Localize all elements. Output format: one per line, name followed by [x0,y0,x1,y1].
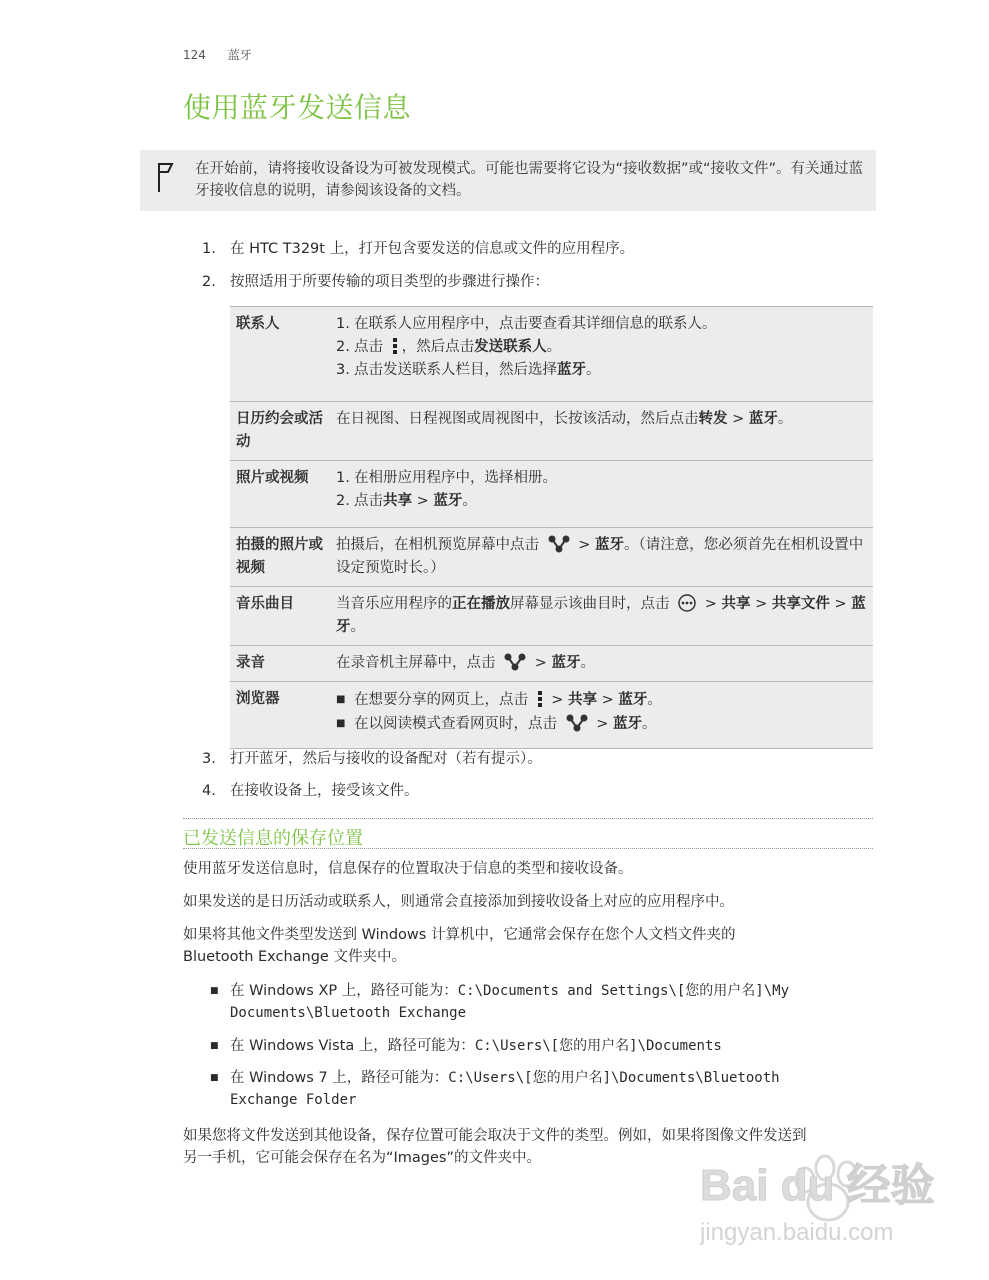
row-content: 在录音机主屏幕中，点击 > 蓝牙。 [330,646,873,682]
divider [183,818,873,819]
step-3: 3. 打开蓝牙，然后与接收的设备配对（若有提示）。 [202,751,542,767]
section-title: 已发送信息的保存位置 [183,828,363,849]
table-row [230,402,873,461]
row-label: 拍摄的照片或视频 [230,528,330,587]
table-row [230,682,873,749]
list-item: ■ 在 Windows XP 上，路径可能为：C:\Documents and Settings\[您的用户名]\My Documents\Bluetooth Exchange [210,983,790,1021]
menu-icon [537,690,543,708]
running-header [183,46,270,63]
table-row [230,646,873,682]
share-icon [566,714,588,732]
table-row [230,307,873,402]
paragraph: 如果将其他文件类型发送到 Windows 计算机中，它通常会保存在您个人文档文件夹的 Bluetooth Exchange 文件夹中。 [183,927,736,965]
header-section: 蓝牙 [227,48,252,62]
row-content: 在日视图、日程视图或周视图中，长按该活动，然后点击转发 > 蓝牙。 [330,402,873,461]
row-label: 录音 [230,646,330,682]
more-icon [678,594,696,612]
share-icon [504,653,526,671]
item-type-table [230,306,873,749]
flag-icon [154,160,178,194]
note-text: 在开始前，请将接收设备设为可被发现模式。可能也需要将它设为“接收数据”或“接收文件”。有关通过蓝牙接收信息的说明，请参阅该设备的文档。 [195,161,864,199]
row-label: 浏览器 [230,682,330,749]
row-label: 照片或视频 [230,461,330,528]
paragraph: 如果发送的是日历活动或联系人，则通常会直接添加到接收设备上对应的应用程序中。 [183,894,734,910]
row-content: ■ 在想要分享的网页上，点击 > 共享 > 蓝牙。 ■ 在以阅读模式查看网页时，点击 > 蓝牙。 [330,682,873,749]
row-content: 当音乐应用程序的正在播放屏幕显示该曲目时，点击 > 共享 > 共享文件 > 蓝牙。 [330,587,873,646]
step-4: 4. 在接收设备上，接受该文件。 [202,783,419,799]
table-row [230,587,873,646]
list-item: ■ 在 Windows Vista 上，路径可能为：C:\Users\[您的用户名]\Documents [210,1038,722,1054]
row-content: 1. 在相册应用程序中，选择相册。 2. 点击共享 > 蓝牙。 [330,461,873,528]
row-content: 拍摄后，在相机预览屏幕中点击 > 蓝牙。（请注意，您必须首先在相机设置中设定预览时长。） [330,528,873,587]
row-label: 音乐曲目 [230,587,330,646]
step-2: 2. 按照适用于所要传输的项目类型的步骤进行操作： [202,274,549,290]
menu-icon [392,337,398,355]
watermark-brand: Bai du 经验 [700,1161,935,1210]
note-box [140,150,876,211]
page-number: 124 [183,48,206,62]
list-item: ■ 在 Windows 7 上，路径可能为：C:\Users\[您的用户名]\Documents\Bluetooth Exchange Folder [210,1070,780,1108]
watermark-url: jingyan.baidu.com [700,1219,894,1246]
step-1: 1. 在 HTC T329t 上，打开包含要发送的信息或文件的应用程序。 [202,241,635,257]
baidu-watermark [700,1140,960,1250]
paragraph: 如果您将文件发送到其他设备，保存位置可能会取决于文件的类型。例如，如果将图像文件发送到 另一手机，它可能会保存在名为“Images”的文件夹中。 [183,1128,807,1166]
share-icon [548,535,570,553]
row-content: 1. 在联系人应用程序中，点击要查看其详细信息的联系人。 2. 点击 ，然后点击发送联系人。 3. 点击发送联系人栏目，然后选择蓝牙。 [330,307,873,402]
paragraph: 使用蓝牙发送信息时，信息保存的位置取决于信息的类型和接收设备。 [183,861,633,877]
row-label: 联系人 [230,307,330,402]
page-title: 使用蓝牙发送信息 [183,91,412,124]
table-row [230,528,873,587]
row-label: 日历约会或活动 [230,402,330,461]
divider [183,848,873,849]
table-row [230,461,873,528]
